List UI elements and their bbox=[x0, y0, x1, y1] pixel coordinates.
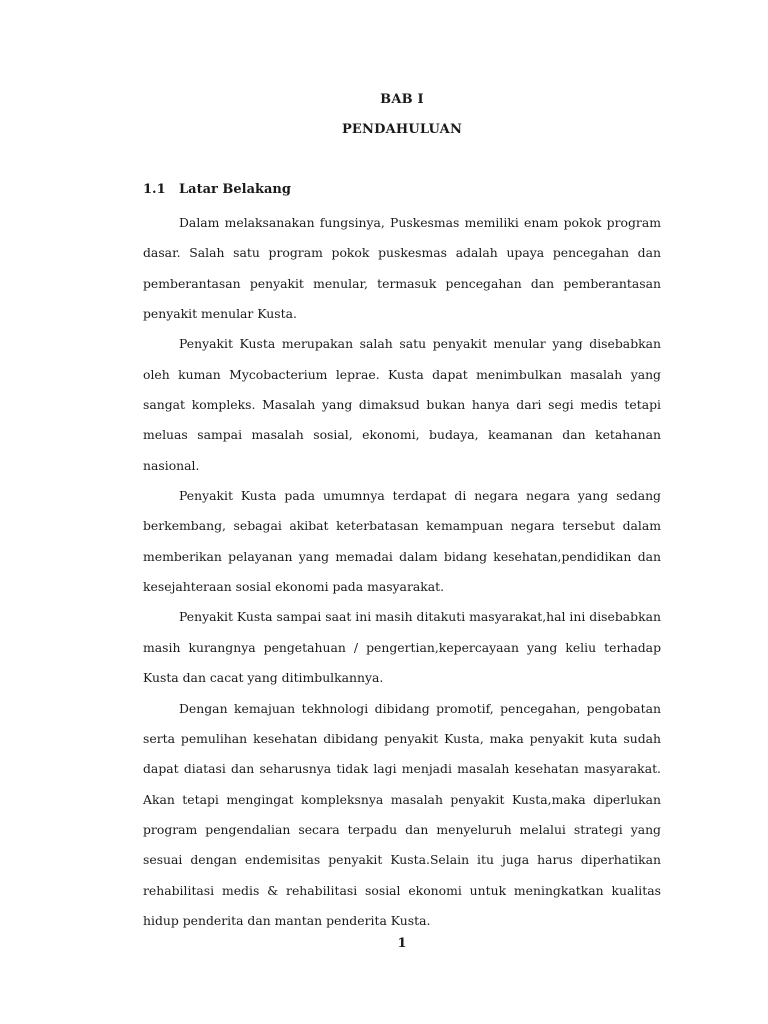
section-number: 1.1 bbox=[143, 182, 166, 197]
section-title: Latar Belakang bbox=[179, 182, 291, 197]
section-heading bbox=[143, 182, 291, 197]
page-number: 1 bbox=[397, 936, 407, 951]
paragraph: Penyakit Kusta pada umumnya terdapat di negara negara yang sedang berkembang, sebagai akibat keterbatasan kemampuan negara tersebut dalam memberikan pelayanan yang memadai dalam bidang kesehatan,pendidikan dan kesejahteraan sosial ekonomi pada masyarakat. bbox=[143, 488, 661, 595]
chapter-title: BAB I bbox=[380, 92, 424, 107]
paragraph: Penyakit Kusta sampai saat ini masih ditakuti masyarakat,hal ini disebabkan masih kurangnya pengetahuan / pengertian,kepercayaan yang keliu terhadap Kusta dan cacat yang ditimbulkannya. bbox=[143, 609, 661, 686]
paragraph: Dalam melaksanakan fungsinya, Puskesmas memiliki enam pokok program dasar. Salah satu program pokok puskesmas adalah upaya pencegahan dan pemberantasan penyakit menular, termasuk pencegahan dan pemberantasan penyakit menular Kusta. bbox=[143, 215, 661, 322]
paragraph: Penyakit Kusta merupakan salah satu penyakit menular yang disebabkan oleh kuman Mycobacterium leprae. Kusta dapat menimbulkan masalah yang sangat kompleks. Masalah yang dimaksud bukan hanya dari segi medis tetapi meluas sampai masalah sosial, ekonomi, budaya, keamanan dan ketahanan nasional. bbox=[143, 336, 661, 473]
paragraph: Dengan kemajuan tekhnologi dibidang promotif, pencegahan, pengobatan serta pemulihan kesehatan dibidang penyakit Kusta, maka penyakit kuta sudah dapat diatasi dan seharusnya tidak lagi menjadi masalah kesehatan masyarakat. Akan tetapi mengingat kompleksnya masalah penyakit Kusta,maka diperlukan program pengendalian secara terpadu dan menyeluruh melalui strategi yang sesuai dengan endemisitas penyakit Kusta.Selain itu juga harus diperhatikan rehabilitasi medis & rehabilitasi sosial ekonomi untuk meningkatkan kualitas hidup penderita dan mantan penderita Kusta. bbox=[143, 700, 661, 928]
chapter-subtitle: PENDAHULUAN bbox=[341, 122, 463, 137]
body-text bbox=[143, 208, 661, 936]
